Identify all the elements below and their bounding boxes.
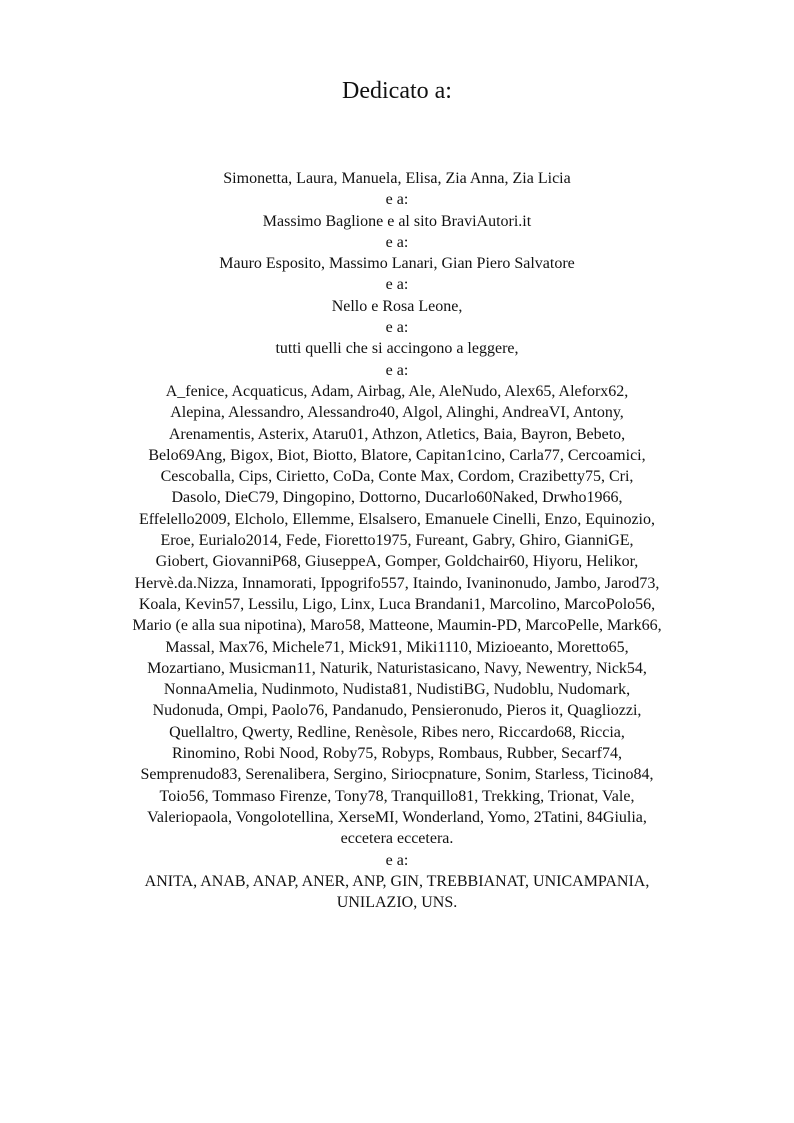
names-line: Semprenudo83, Serenalibera, Sergino, Siriocpnature, Sonim, Starless, Ticino84,: [140, 766, 654, 784]
names-line: NonnaAmelia, Nudinmoto, Nudista81, NudistiBG, Nudoblu, Nudomark,: [163, 681, 631, 699]
dedication-line: Simonetta, Laura, Manuela, Elisa, Zia Anna, Zia Licia: [223, 170, 571, 187]
dedication-line: Massimo Baglione e al sito BraviAutori.it: [262, 212, 532, 230]
separator-line: e a:: [385, 361, 409, 379]
names-line: Dasolo, DieC79, Dingopino, Dottorno, Ducarlo60Naked, Drwho1966,: [171, 489, 623, 507]
names-line: Belo69Ang, Bigox, Biot, Biotto, Blatore, Capitan1cino, Carla77, Cercoamici,: [148, 446, 646, 464]
separator-line: e a:: [385, 276, 409, 294]
names-line: Quellaltro, Qwerty, Redline, Renèsole, Ribes nero, Riccardo68, Riccia,: [169, 723, 625, 741]
names-line: Effelello2009, Elcholo, Ellemme, Elsalsero, Emanuele Cinelli, Enzo, Equinozio,: [138, 510, 655, 528]
dedication-list: [70, 168, 724, 913]
names-line: Cescoballa, Cips, Cirietto, CoDa, Conte Max, Cordom, Crazibetty75, Cri,: [160, 468, 634, 486]
names-line: eccetera eccetera.: [340, 830, 454, 848]
names-line: Massal, Max76, Michele71, Mick91, Miki1110, Mizioeanto, Moretto65,: [165, 638, 629, 656]
names-line: Giobert, GiovanniP68, GiuseppeA, Gomper, Goldchair60, Hiyoru, Helikor,: [155, 553, 639, 571]
names-line: Alepina, Alessandro, Alessandro40, Algol, Alinghi, AndreaVI, Antony,: [170, 404, 624, 422]
separator-line: e a:: [385, 233, 409, 251]
organizations-line: ANITA, ANAB, ANAP, ANER, ANP, GIN, TREBBIANAT, UNICAMPANIA,: [144, 872, 650, 890]
names-line: A_fenice, Acquaticus, Adam, Airbag, Ale, AleNudo, Alex65, Aleforx62,: [165, 382, 629, 400]
names-line: Eroe, Eurialo2014, Fede, Fioretto1975, Fureant, Gabry, Ghiro, GianniGE,: [160, 532, 634, 550]
names-line: Toio56, Tommaso Firenze, Tony78, Tranquillo81, Trekking, Trionat, Vale,: [159, 787, 635, 805]
names-line: Nudonuda, Ompi, Paolo76, Pandanudo, Pensieronudo, Pieros it, Quagliozzi,: [152, 702, 642, 720]
names-line: Koala, Kevin57, Lessilu, Ligo, Linx, Luca Brandani1, Marcolino, MarcoPolo56,: [138, 595, 656, 613]
names-line: Rinomino, Robi Nood, Roby75, Robyps, Rombaus, Rubber, Secarf74,: [171, 745, 622, 763]
separator-line: e a:: [385, 319, 409, 337]
names-line: Valeriopaola, Vongolotellina, XerseMI, Wonderland, Yomo, 2Tatini, 84Giulia,: [147, 808, 647, 826]
organizations-line: UNILAZIO, UNS.: [336, 894, 458, 912]
dedication-line: Nello e Rosa Leone,: [331, 297, 463, 315]
names-line: Arenamentis, Asterix, Ataru01, Athzon, Atletics, Baia, Bayron, Bebeto,: [168, 425, 626, 443]
names-line: Mozartiano, Musicman11, Naturik, Naturistasicano, Navy, Newentry, Nick54,: [147, 659, 647, 677]
dedication-line: Mauro Esposito, Massimo Lanari, Gian Piero Salvatore: [219, 255, 575, 273]
page-title: Dedicato a:: [342, 78, 452, 104]
names-line: Hervè.da.Nizza, Innamorati, Ippogrifo557, Itaindo, Ivaninonudo, Jambo, Jarod73,: [134, 574, 660, 592]
separator-line: e a:: [385, 851, 409, 869]
separator-line: e a:: [385, 191, 409, 209]
dedication-line: tutti quelli che si accingono a leggere,: [275, 340, 519, 358]
names-line: Mario (e alla sua nipotina), Maro58, Matteone, Maumin-PD, MarcoPelle, Mark66,: [132, 617, 662, 635]
